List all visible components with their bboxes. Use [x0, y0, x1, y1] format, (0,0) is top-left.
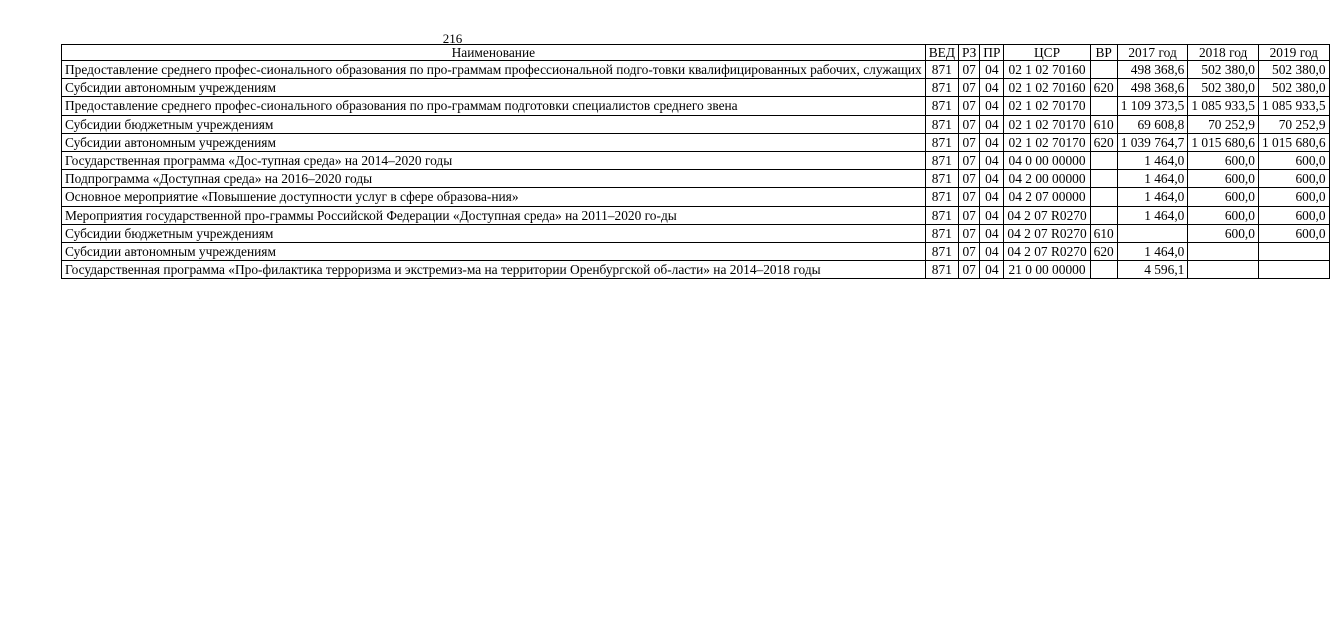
- cell-2017: 1 464,0: [1117, 243, 1188, 261]
- table-row: [62, 79, 1330, 97]
- cell-ved: 871: [925, 97, 958, 115]
- cell-2019: 502 380,0: [1258, 79, 1329, 97]
- cell-2017: 1 039 764,7: [1117, 133, 1188, 151]
- cell-rz: 07: [958, 115, 979, 133]
- header-name: Наименование: [62, 45, 926, 61]
- cell-name: Государственная программа «Про-филактика терроризма и экстремиз-ма на территории Оренбургской об-ласти» на 2014–2018 годы: [62, 261, 926, 279]
- cell-vr: [1090, 170, 1117, 188]
- table-header-row: [62, 45, 1330, 61]
- cell-pr: 04: [980, 243, 1004, 261]
- cell-2019: 502 380,0: [1258, 61, 1329, 79]
- cell-vr: 610: [1090, 224, 1117, 242]
- header-pr: ПР: [980, 45, 1004, 61]
- table-row: [62, 224, 1330, 242]
- cell-2018: 600,0: [1188, 170, 1259, 188]
- cell-csr: 02 1 02 70160: [1004, 79, 1090, 97]
- cell-vr: [1090, 261, 1117, 279]
- cell-vr: 620: [1090, 243, 1117, 261]
- cell-2019: 600,0: [1258, 170, 1329, 188]
- cell-vr: 620: [1090, 133, 1117, 151]
- cell-2017: 69 608,8: [1117, 115, 1188, 133]
- cell-vr: [1090, 97, 1117, 115]
- cell-2018: 1 085 933,5: [1188, 97, 1259, 115]
- cell-2018: [1188, 243, 1259, 261]
- cell-name: Субсидии автономным учреждениям: [62, 79, 926, 97]
- header-vr: ВР: [1090, 45, 1117, 61]
- cell-ved: 871: [925, 206, 958, 224]
- cell-2018: 600,0: [1188, 188, 1259, 206]
- cell-ved: 871: [925, 133, 958, 151]
- cell-csr: 04 2 07 00000: [1004, 188, 1090, 206]
- cell-pr: 04: [980, 152, 1004, 170]
- cell-2017: [1117, 224, 1188, 242]
- cell-name: Государственная программа «Дос-тупная среда» на 2014–2020 годы: [62, 152, 926, 170]
- cell-name: Субсидии автономным учреждениям: [62, 243, 926, 261]
- cell-csr: 04 0 00 00000: [1004, 152, 1090, 170]
- cell-rz: 07: [958, 206, 979, 224]
- table-row: [62, 152, 1330, 170]
- cell-pr: 04: [980, 133, 1004, 151]
- header-2019: 2019 год: [1258, 45, 1329, 61]
- cell-pr: 04: [980, 97, 1004, 115]
- cell-ved: 871: [925, 243, 958, 261]
- cell-2017: 4 596,1: [1117, 261, 1188, 279]
- cell-rz: 07: [958, 261, 979, 279]
- table-row: [62, 188, 1330, 206]
- cell-2019: [1258, 261, 1329, 279]
- header-ved: ВЕД: [925, 45, 958, 61]
- cell-ved: 871: [925, 61, 958, 79]
- cell-rz: 07: [958, 243, 979, 261]
- cell-name: Предоставление среднего профес-сионального образования по про-граммам подготовки специалистов среднего звена: [62, 97, 926, 115]
- cell-2018: 502 380,0: [1188, 61, 1259, 79]
- cell-rz: 07: [958, 133, 979, 151]
- cell-ved: 871: [925, 261, 958, 279]
- cell-rz: 07: [958, 79, 979, 97]
- cell-2019: 600,0: [1258, 152, 1329, 170]
- table-row: [62, 170, 1330, 188]
- cell-2018: 1 015 680,6: [1188, 133, 1259, 151]
- page-number: 216: [442, 31, 463, 46]
- cell-pr: 04: [980, 61, 1004, 79]
- table-row: [62, 115, 1330, 133]
- cell-pr: 04: [980, 206, 1004, 224]
- header-2018: 2018 год: [1188, 45, 1259, 61]
- cell-ved: 871: [925, 79, 958, 97]
- cell-ved: 871: [925, 170, 958, 188]
- table-row: [62, 61, 1330, 79]
- table-row: [62, 261, 1330, 279]
- cell-pr: 04: [980, 115, 1004, 133]
- cell-rz: 07: [958, 224, 979, 242]
- cell-name: Мероприятия государственной про-граммы Российской Федерации «Доступная среда» на 2011–2020 го-ды: [62, 206, 926, 224]
- cell-csr: 21 0 00 00000: [1004, 261, 1090, 279]
- cell-2018: 70 252,9: [1188, 115, 1259, 133]
- header-2017: 2017 год: [1117, 45, 1188, 61]
- cell-csr: 04 2 07 R0270: [1004, 224, 1090, 242]
- cell-rz: 07: [958, 188, 979, 206]
- table-row: [62, 243, 1330, 261]
- budget-table: [61, 44, 1330, 279]
- cell-2017: 1 464,0: [1117, 152, 1188, 170]
- cell-csr: 02 1 02 70170: [1004, 115, 1090, 133]
- cell-2019: 1 015 680,6: [1258, 133, 1329, 151]
- cell-2017: 1 464,0: [1117, 188, 1188, 206]
- cell-vr: [1090, 188, 1117, 206]
- table-row: [62, 206, 1330, 224]
- cell-2017: 1 109 373,5: [1117, 97, 1188, 115]
- cell-2018: [1188, 261, 1259, 279]
- cell-ved: 871: [925, 188, 958, 206]
- cell-vr: [1090, 152, 1117, 170]
- cell-csr: 04 2 07 R0270: [1004, 243, 1090, 261]
- header-csr: ЦСР: [1004, 45, 1090, 61]
- cell-2017: 1 464,0: [1117, 170, 1188, 188]
- cell-pr: 04: [980, 188, 1004, 206]
- cell-rz: 07: [958, 61, 979, 79]
- cell-csr: 02 1 02 70170: [1004, 97, 1090, 115]
- cell-ved: 871: [925, 115, 958, 133]
- cell-vr: 610: [1090, 115, 1117, 133]
- cell-2017: 498 368,6: [1117, 79, 1188, 97]
- cell-csr: 04 2 07 R0270: [1004, 206, 1090, 224]
- cell-name: Субсидии бюджетным учреждениям: [62, 224, 926, 242]
- cell-pr: 04: [980, 79, 1004, 97]
- cell-2019: 1 085 933,5: [1258, 97, 1329, 115]
- cell-2019: 600,0: [1258, 206, 1329, 224]
- cell-name: Основное мероприятие «Повышение доступности услуг в сфере образова-ния»: [62, 188, 926, 206]
- cell-vr: 620: [1090, 79, 1117, 97]
- cell-2018: 600,0: [1188, 224, 1259, 242]
- cell-rz: 07: [958, 170, 979, 188]
- cell-name: Предоставление среднего профес-сионального образования по про-граммам профессиональной подго-товки квалифицированных рабочих, служащих: [62, 61, 926, 79]
- cell-2019: 70 252,9: [1258, 115, 1329, 133]
- cell-2018: 600,0: [1188, 152, 1259, 170]
- cell-2019: 600,0: [1258, 224, 1329, 242]
- cell-name: Подпрограмма «Доступная среда» на 2016–2020 годы: [62, 170, 926, 188]
- cell-name: Субсидии бюджетным учреждениям: [62, 115, 926, 133]
- cell-rz: 07: [958, 152, 979, 170]
- table-row: [62, 133, 1330, 151]
- cell-2017: 1 464,0: [1117, 206, 1188, 224]
- cell-ved: 871: [925, 224, 958, 242]
- cell-2017: 498 368,6: [1117, 61, 1188, 79]
- cell-vr: [1090, 61, 1117, 79]
- header-rz: РЗ: [958, 45, 979, 61]
- cell-pr: 04: [980, 170, 1004, 188]
- table-row: [62, 97, 1330, 115]
- cell-name: Субсидии автономным учреждениям: [62, 133, 926, 151]
- cell-2019: [1258, 243, 1329, 261]
- cell-2019: 600,0: [1258, 188, 1329, 206]
- cell-vr: [1090, 206, 1117, 224]
- cell-rz: 07: [958, 97, 979, 115]
- cell-ved: 871: [925, 152, 958, 170]
- cell-csr: 04 2 00 00000: [1004, 170, 1090, 188]
- cell-csr: 02 1 02 70160: [1004, 61, 1090, 79]
- cell-pr: 04: [980, 261, 1004, 279]
- cell-2018: 600,0: [1188, 206, 1259, 224]
- cell-pr: 04: [980, 224, 1004, 242]
- cell-2018: 502 380,0: [1188, 79, 1259, 97]
- cell-csr: 02 1 02 70170: [1004, 133, 1090, 151]
